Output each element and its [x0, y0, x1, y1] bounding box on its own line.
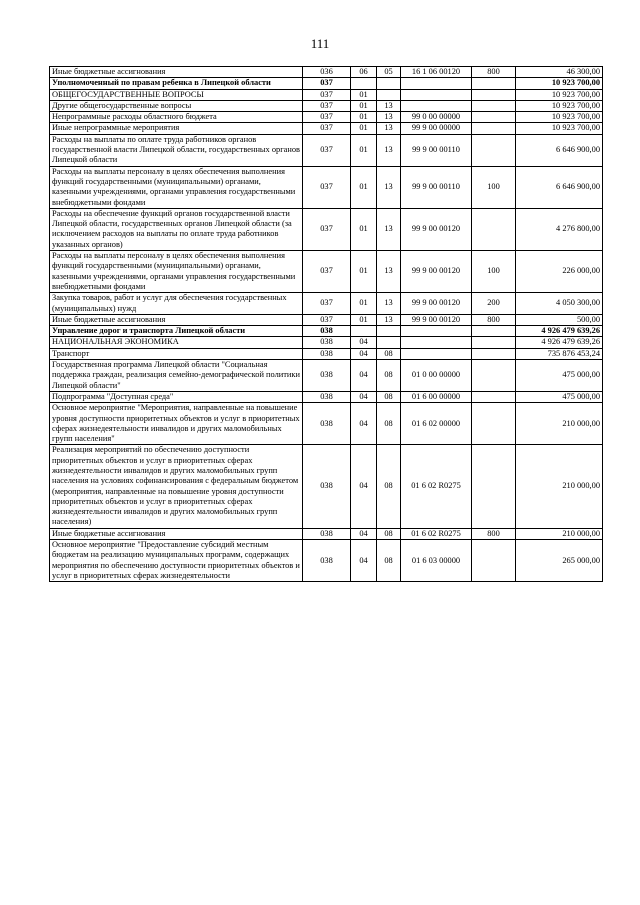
row-subsection-cell: 08 — [377, 528, 401, 539]
row-subsection-cell: 08 — [377, 540, 401, 582]
row-amount-cell: 475 000,00 — [516, 391, 603, 402]
row-section-cell: 04 — [351, 360, 377, 392]
row-target-article-cell — [401, 337, 472, 348]
row-gr-code-cell: 037 — [303, 123, 351, 134]
row-name-cell: Расходы на выплаты персоналу в целях обеспечения выполнения функций государственными (муниципальными) органами, казенными учреждениями, органами управления государственными внебюджетными фондами — [50, 166, 303, 208]
row-expense-type-cell — [472, 391, 516, 402]
row-amount-cell: 210 000,00 — [516, 445, 603, 528]
row-target-article-cell: 01 0 00 00000 — [401, 360, 472, 392]
table-row — [50, 391, 603, 402]
row-amount-cell: 46 300,00 — [516, 67, 603, 78]
row-expense-type-cell — [472, 360, 516, 392]
row-gr-code-cell: 037 — [303, 78, 351, 89]
table-row — [50, 360, 603, 392]
row-name-cell: Государственная программа Липецкой области "Социальная поддержка граждан, реализация семейно-демографической политики Липецкой области" — [50, 360, 303, 392]
row-subsection-cell: 08 — [377, 391, 401, 402]
table-row — [50, 67, 603, 78]
table-row — [50, 293, 603, 315]
row-section-cell: 01 — [351, 166, 377, 208]
row-section-cell: 01 — [351, 208, 377, 250]
row-gr-code-cell: 038 — [303, 540, 351, 582]
row-gr-code-cell: 037 — [303, 100, 351, 111]
row-expense-type-cell — [472, 112, 516, 123]
table-row — [50, 445, 603, 528]
row-gr-code-cell: 038 — [303, 403, 351, 445]
row-section-cell: 04 — [351, 391, 377, 402]
row-subsection-cell: 13 — [377, 134, 401, 166]
row-name-cell: Расходы на выплаты персоналу в целях обеспечения выполнения функций государственными (муниципальными) органами, казенными учреждениями, органами управления государственными внебюджетными фондами — [50, 251, 303, 293]
row-target-article-cell — [401, 89, 472, 100]
table-row — [50, 112, 603, 123]
row-section-cell: 04 — [351, 337, 377, 348]
row-amount-cell: 735 876 453,24 — [516, 348, 603, 359]
row-name-cell: Подпрограмма "Доступная среда" — [50, 391, 303, 402]
row-section-cell: 04 — [351, 348, 377, 359]
row-expense-type-cell — [472, 208, 516, 250]
row-name-cell: Иные бюджетные ассигнования — [50, 67, 303, 78]
row-subsection-cell: 08 — [377, 348, 401, 359]
row-name-cell: НАЦИОНАЛЬНАЯ ЭКОНОМИКА — [50, 337, 303, 348]
row-target-article-cell: 01 6 00 00000 — [401, 391, 472, 402]
row-target-article-cell — [401, 78, 472, 89]
row-gr-code-cell: 037 — [303, 89, 351, 100]
budget-table-body — [50, 67, 603, 582]
row-expense-type-cell: 800 — [472, 314, 516, 325]
table-row — [50, 100, 603, 111]
row-amount-cell: 10 923 700,00 — [516, 112, 603, 123]
row-section-cell: 06 — [351, 67, 377, 78]
row-name-cell: Уполномоченный по правам ребенка в Липецкой области — [50, 78, 303, 89]
row-name-cell: Иные бюджетные ассигнования — [50, 314, 303, 325]
row-subsection-cell — [377, 337, 401, 348]
table-row — [50, 326, 603, 337]
table-row — [50, 314, 603, 325]
row-gr-code-cell: 037 — [303, 134, 351, 166]
row-amount-cell: 4 276 800,00 — [516, 208, 603, 250]
row-amount-cell: 6 646 900,00 — [516, 134, 603, 166]
row-name-cell: Основное мероприятие "Мероприятия, направленные на повышение уровня доступности приоритетных объектов и услуг в приоритетных сферах жизнедеятельности инвалидов и других маломобильных групп населения" — [50, 403, 303, 445]
row-name-cell: ОБЩЕГОСУДАРСТВЕННЫЕ ВОПРОСЫ — [50, 89, 303, 100]
row-amount-cell: 10 923 700,00 — [516, 100, 603, 111]
table-row — [50, 540, 603, 582]
row-target-article-cell: 16 1 06 00120 — [401, 67, 472, 78]
row-section-cell: 01 — [351, 100, 377, 111]
row-expense-type-cell: 100 — [472, 251, 516, 293]
row-subsection-cell: 13 — [377, 251, 401, 293]
row-expense-type-cell — [472, 78, 516, 89]
row-section-cell: 01 — [351, 112, 377, 123]
row-amount-cell: 475 000,00 — [516, 360, 603, 392]
row-name-cell: Закупка товаров, работ и услуг для обеспечения государственных (муниципальных) нужд — [50, 293, 303, 315]
table-row — [50, 348, 603, 359]
row-section-cell: 01 — [351, 123, 377, 134]
row-gr-code-cell: 037 — [303, 314, 351, 325]
row-name-cell: Расходы на обеспечение функций органов государственной власти Липецкой области, государственных органов Липецкой области (за исключением расходов на выплаты по оплате труда работников указанных органов) — [50, 208, 303, 250]
row-expense-type-cell: 100 — [472, 166, 516, 208]
row-gr-code-cell: 037 — [303, 112, 351, 123]
row-amount-cell: 500,00 — [516, 314, 603, 325]
row-gr-code-cell: 038 — [303, 337, 351, 348]
row-subsection-cell: 13 — [377, 208, 401, 250]
row-subsection-cell: 13 — [377, 293, 401, 315]
row-name-cell: Транспорт — [50, 348, 303, 359]
row-amount-cell: 226 000,00 — [516, 251, 603, 293]
row-expense-type-cell — [472, 326, 516, 337]
table-row — [50, 528, 603, 539]
row-amount-cell: 4 926 479 639,26 — [516, 326, 603, 337]
row-expense-type-cell — [472, 123, 516, 134]
row-section-cell: 01 — [351, 89, 377, 100]
row-section-cell — [351, 326, 377, 337]
row-name-cell: Основное мероприятие "Предоставление субсидий местным бюджетам на реализацию муниципальных программ, содержащих мероприятия по обеспечению доступности приоритетных объектов и услуг в приоритетных сферах жизнедеятельности — [50, 540, 303, 582]
row-target-article-cell: 01 6 02 R0275 — [401, 528, 472, 539]
table-row — [50, 89, 603, 100]
row-amount-cell: 10 923 700,00 — [516, 123, 603, 134]
row-expense-type-cell — [472, 134, 516, 166]
row-amount-cell: 4 926 479 639,26 — [516, 337, 603, 348]
row-section-cell: 04 — [351, 540, 377, 582]
row-target-article-cell — [401, 100, 472, 111]
row-section-cell: 04 — [351, 528, 377, 539]
table-row — [50, 337, 603, 348]
row-amount-cell: 10 923 700,00 — [516, 78, 603, 89]
page-number: 111 — [310, 36, 330, 51]
row-subsection-cell: 08 — [377, 360, 401, 392]
row-amount-cell: 4 050 300,00 — [516, 293, 603, 315]
row-amount-cell: 6 646 900,00 — [516, 166, 603, 208]
row-gr-code-cell: 038 — [303, 360, 351, 392]
row-name-cell: Непрограммные расходы областного бюджета — [50, 112, 303, 123]
row-name-cell: Иные бюджетные ассигнования — [50, 528, 303, 539]
row-gr-code-cell: 037 — [303, 208, 351, 250]
row-subsection-cell — [377, 89, 401, 100]
table-row — [50, 123, 603, 134]
table-row — [50, 166, 603, 208]
row-expense-type-cell: 200 — [472, 293, 516, 315]
row-name-cell: Реализация мероприятий по обеспечению доступности приоритетных объектов и услуг в приоритетных сферах жизнедеятельности инвалидов и других маломобильных групп населения на условиях софинансирования с федеральным бюджетом (мероприятия, направленные на повышение уровня доступности приоритетных объектов и услуг в приоритетных сферах жизнедеятельности инвалидов и других маломобильных групп населения) — [50, 445, 303, 528]
table-row — [50, 78, 603, 89]
row-subsection-cell: 05 — [377, 67, 401, 78]
row-target-article-cell: 99 9 00 00110 — [401, 134, 472, 166]
row-expense-type-cell — [472, 89, 516, 100]
row-gr-code-cell: 038 — [303, 348, 351, 359]
row-expense-type-cell — [472, 403, 516, 445]
row-target-article-cell: 99 9 00 00120 — [401, 293, 472, 315]
row-subsection-cell: 13 — [377, 166, 401, 208]
row-expense-type-cell: 800 — [472, 67, 516, 78]
row-target-article-cell: 99 0 00 00000 — [401, 112, 472, 123]
row-name-cell: Другие общегосударственные вопросы — [50, 100, 303, 111]
row-section-cell — [351, 78, 377, 89]
row-amount-cell: 265 000,00 — [516, 540, 603, 582]
row-amount-cell: 210 000,00 — [516, 528, 603, 539]
table-row — [50, 208, 603, 250]
row-subsection-cell — [377, 326, 401, 337]
row-subsection-cell: 13 — [377, 314, 401, 325]
row-expense-type-cell — [472, 337, 516, 348]
row-name-cell: Иные непрограммные мероприятия — [50, 123, 303, 134]
row-target-article-cell: 01 6 03 00000 — [401, 540, 472, 582]
row-target-article-cell — [401, 348, 472, 359]
row-subsection-cell: 13 — [377, 123, 401, 134]
budget-table — [49, 66, 603, 582]
row-section-cell: 04 — [351, 445, 377, 528]
row-expense-type-cell: 800 — [472, 528, 516, 539]
row-section-cell: 01 — [351, 134, 377, 166]
row-target-article-cell: 01 6 02 00000 — [401, 403, 472, 445]
row-amount-cell: 210 000,00 — [516, 403, 603, 445]
row-subsection-cell: 08 — [377, 403, 401, 445]
row-expense-type-cell — [472, 445, 516, 528]
row-gr-code-cell: 038 — [303, 528, 351, 539]
row-target-article-cell: 99 9 00 00120 — [401, 208, 472, 250]
row-amount-cell: 10 923 700,00 — [516, 89, 603, 100]
row-gr-code-cell: 038 — [303, 445, 351, 528]
row-gr-code-cell: 036 — [303, 67, 351, 78]
row-expense-type-cell — [472, 540, 516, 582]
row-target-article-cell: 99 9 00 00120 — [401, 251, 472, 293]
row-gr-code-cell: 038 — [303, 326, 351, 337]
row-gr-code-cell: 037 — [303, 293, 351, 315]
row-subsection-cell: 13 — [377, 100, 401, 111]
row-subsection-cell: 13 — [377, 112, 401, 123]
row-section-cell: 04 — [351, 403, 377, 445]
row-name-cell: Управление дорог и транспорта Липецкой области — [50, 326, 303, 337]
row-section-cell: 01 — [351, 314, 377, 325]
row-name-cell: Расходы на выплаты по оплате труда работников органов государственной власти Липецкой области, государственных органов Липецкой области — [50, 134, 303, 166]
row-target-article-cell — [401, 326, 472, 337]
row-gr-code-cell: 038 — [303, 391, 351, 402]
row-target-article-cell: 99 9 00 00110 — [401, 166, 472, 208]
table-row — [50, 134, 603, 166]
row-gr-code-cell: 037 — [303, 166, 351, 208]
row-target-article-cell: 01 6 02 R0275 — [401, 445, 472, 528]
row-expense-type-cell — [472, 348, 516, 359]
row-gr-code-cell: 037 — [303, 251, 351, 293]
row-subsection-cell: 08 — [377, 445, 401, 528]
row-target-article-cell: 99 9 00 00120 — [401, 314, 472, 325]
row-expense-type-cell — [472, 100, 516, 111]
row-subsection-cell — [377, 78, 401, 89]
table-row — [50, 251, 603, 293]
table-row — [50, 403, 603, 445]
row-section-cell: 01 — [351, 293, 377, 315]
row-section-cell: 01 — [351, 251, 377, 293]
row-target-article-cell: 99 9 00 00000 — [401, 123, 472, 134]
